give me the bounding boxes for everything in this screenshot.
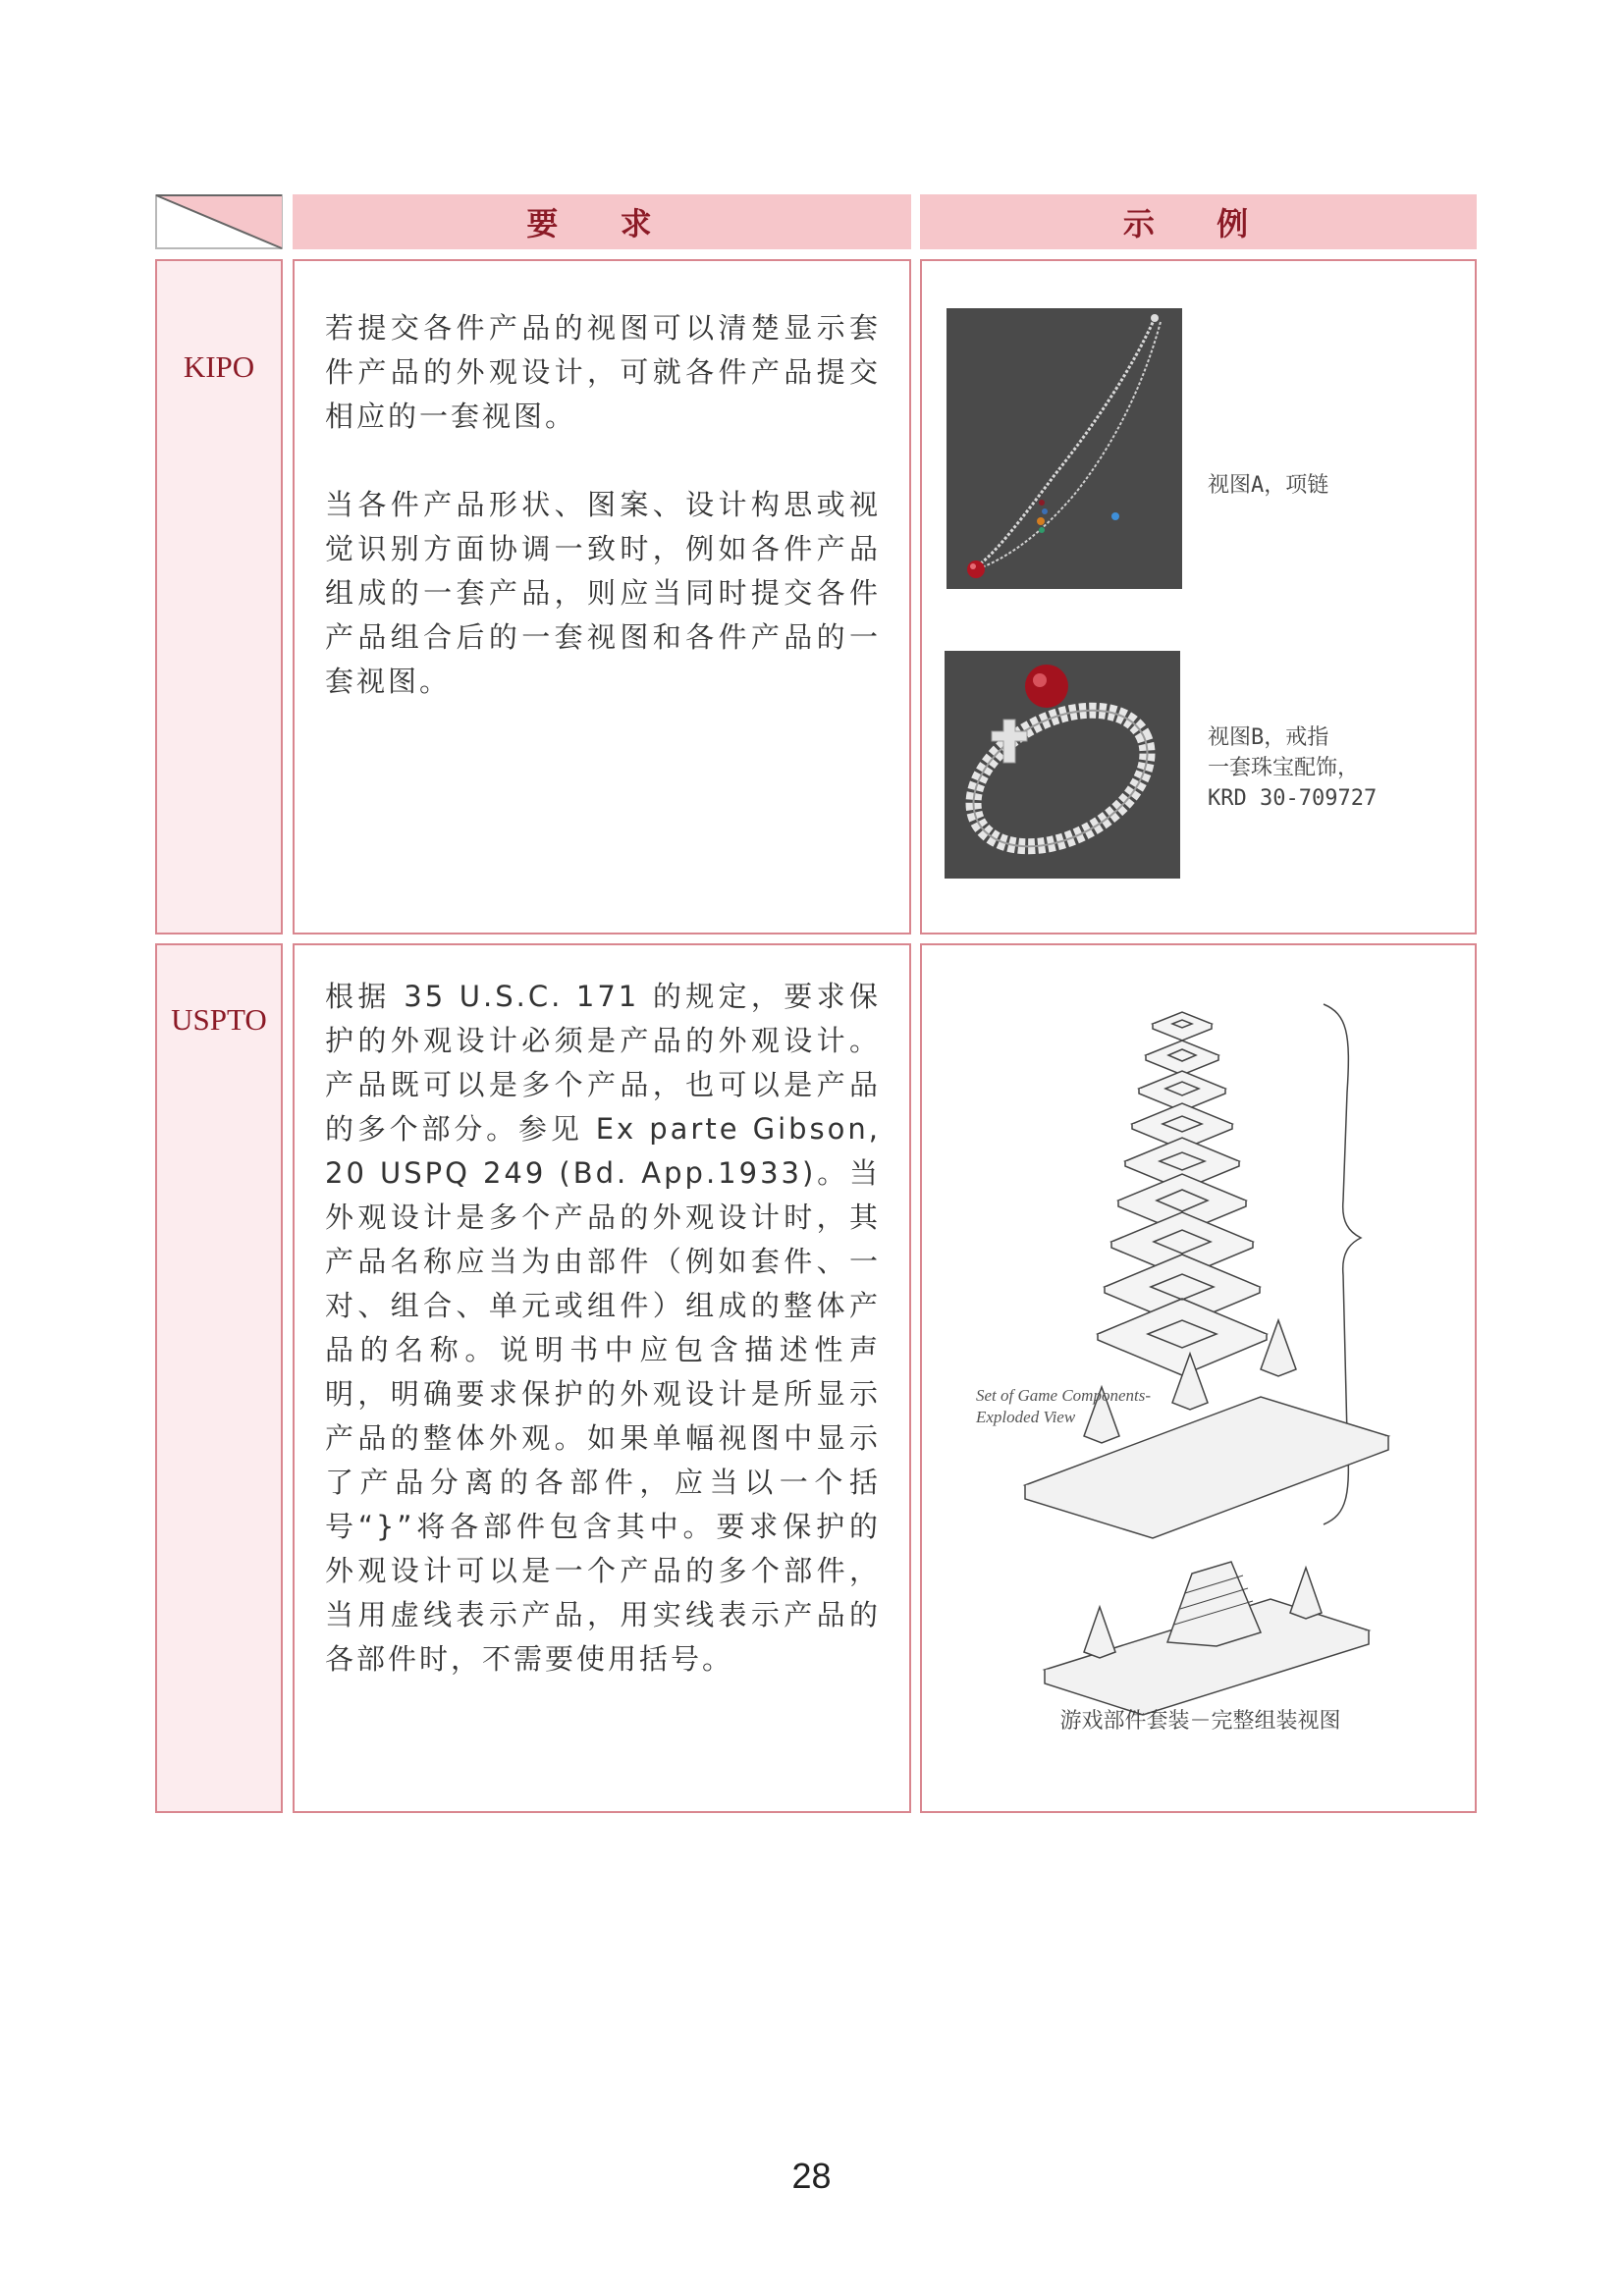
- caption-line: 视图B，戒指: [1208, 725, 1329, 750]
- necklace-caption: 视图A，项链: [1208, 473, 1329, 498]
- paragraph: 根据 35 U.S.C. 171 的规定，要求保护的外观设计必须是产品的外观设计。产品既可以是多个产品，也可以是产品的多个部分。参见 Ex parte Gibson, 20 USPQ 249 (Bd. App.1933)。当外观设计是多个产品的外观设计时，其产品名称应当为由部件（例如套件、一对、组合、单元或组件）组成的整体产品的名称。说明书中应包含描述性声明，明确要求保护的外观设计是所显示产品的整体外观。如果单幅视图中显示了产品分离的各部件，应当以一个括号“}”将各部件包含其中。要求保护的外观设计可以是一个产品的多个部件，当用虚线表示产品，用实线表示产品的各部件时，不需要使用括号。: [325, 980, 881, 1676]
- requirement-text: [325, 975, 881, 1682]
- kipo-example-cell: [920, 259, 1477, 934]
- example-header: 示 例: [920, 194, 1477, 249]
- office-name: USPTO: [171, 1002, 267, 1037]
- game-components-drawing: [966, 975, 1418, 1731]
- uspto-requirement-cell: [293, 943, 911, 1813]
- ring-image: [945, 651, 1180, 879]
- necklace-image: [947, 308, 1182, 589]
- page-number: 28: [791, 2156, 832, 2196]
- requirement-text: [325, 306, 881, 704]
- requirement-header: 要 求: [293, 194, 911, 249]
- game-components-caption: 游戏部件套装－完整组装视图: [1059, 1709, 1341, 1734]
- paragraph: 当各件产品形状、图案、设计构思或视觉识别方面协调一致时，例如各件产品组成的一套产品，则应当同时提交各件产品组合后的一套视图和各件产品的一套视图。: [325, 488, 881, 698]
- drawing-label: [976, 1385, 1151, 1428]
- kipo-label-cell: [155, 259, 283, 934]
- diagonal-divider: [155, 194, 283, 249]
- uspto-example-cell: [920, 943, 1477, 1813]
- kipo-requirement-cell: [293, 259, 911, 934]
- office-name: KIPO: [183, 349, 255, 384]
- drawing-label-line: Set of Game Components-: [976, 1386, 1152, 1405]
- ring-caption: [1208, 722, 1377, 814]
- drawing-label-line: Exploded View: [976, 1408, 1076, 1426]
- paragraph: 若提交各件产品的视图可以清楚显示套件产品的外观设计，可就各件产品提交相应的一套视图。: [325, 311, 881, 433]
- uspto-label-cell: [155, 943, 283, 1813]
- caption-line: 一套珠宝配饰，: [1208, 756, 1360, 780]
- caption-line: KRD 30-709727: [1208, 786, 1378, 811]
- header-corner-cell: [155, 194, 283, 249]
